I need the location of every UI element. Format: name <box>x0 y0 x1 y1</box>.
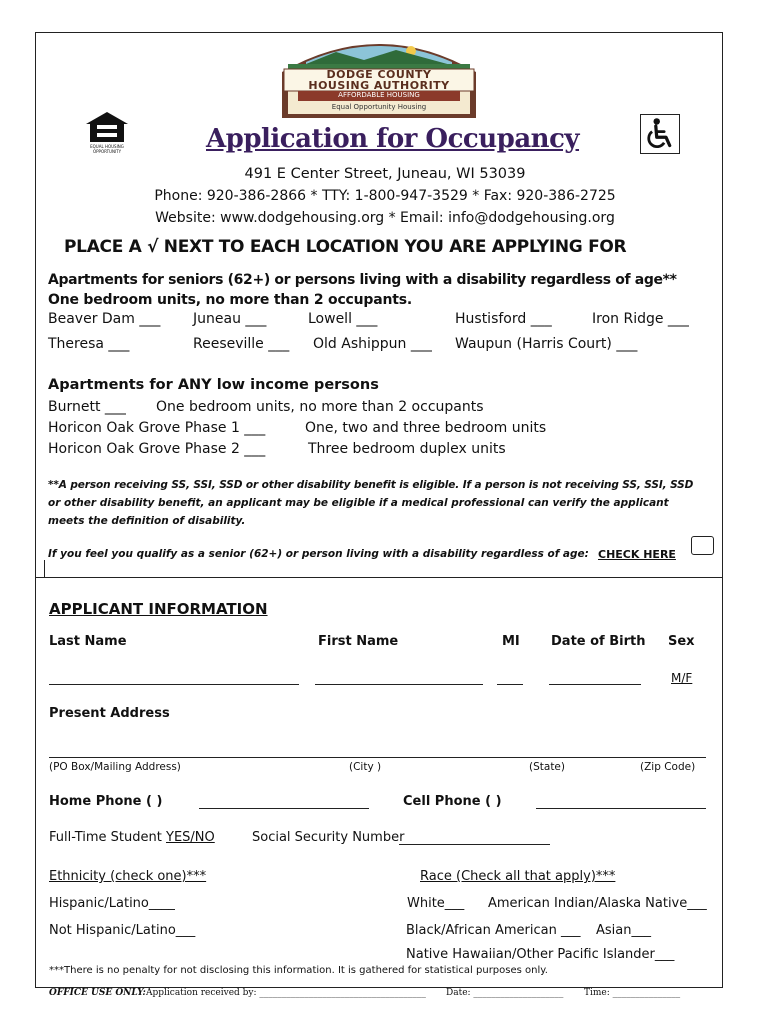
equal-housing-text: EQUAL HOUSING OPPORTUNITY <box>90 144 124 154</box>
received-by-field: Application received by: _____________________________________ <box>146 988 426 998</box>
first-name-label: First Name <box>318 634 399 649</box>
mi-field[interactable] <box>497 684 523 685</box>
american-indian-option[interactable]: American Indian/Alaska Native___ <box>488 896 707 911</box>
applicant-heading: APPLICANT INFORMATION <box>49 600 268 618</box>
divider-tick <box>44 560 45 577</box>
race-label: Race (Check all that apply)*** <box>420 869 616 884</box>
student-yes-no[interactable]: YES/NO <box>166 830 215 845</box>
last-name-field[interactable] <box>49 684 299 685</box>
ethnicity-label: Ethnicity (check one)*** <box>49 869 207 884</box>
black-option[interactable]: Black/African American ___ <box>406 923 581 938</box>
present-address-label: Present Address <box>49 706 170 721</box>
seniors-subheading: One bedroom units, no more than 2 occupants. <box>48 292 412 308</box>
date-field: Date: ____________________ <box>446 988 564 998</box>
section-divider <box>35 577 723 578</box>
home-phone-field[interactable] <box>199 808 369 809</box>
location-oak-grove-2[interactable]: Horicon Oak Grove Phase 2 ___ <box>48 441 266 457</box>
cell-phone-field[interactable] <box>536 808 706 809</box>
housing-authority-logo <box>276 34 482 118</box>
city-caption: (City ) <box>349 761 382 773</box>
check-here-label: CHECK HERE <box>598 548 676 561</box>
present-address-field[interactable] <box>49 757 706 758</box>
zip-caption: (Zip Code) <box>640 761 696 773</box>
location-reeseville[interactable]: Reeseville ___ <box>193 336 290 352</box>
cell-phone-label: Cell Phone ( ) <box>403 794 502 809</box>
state-caption: (State) <box>529 761 565 773</box>
burnett-description: One bedroom units, no more than 2 occupants <box>156 399 484 415</box>
logo-footer: Equal Opportunity Housing <box>331 103 427 111</box>
location-iron-ridge[interactable]: Iron Ridge ___ <box>592 311 689 327</box>
location-juneau[interactable]: Juneau ___ <box>193 311 267 327</box>
logo-line-1: DODGE COUNTY <box>326 68 432 81</box>
student-label: Full-Time Student <box>49 830 162 845</box>
equal-housing-icon <box>84 110 130 156</box>
ssn-label: Social Security Number <box>252 830 405 845</box>
location-hustisford[interactable]: Hustisford ___ <box>455 311 552 327</box>
qualify-checkbox[interactable] <box>691 536 714 555</box>
mi-label: MI <box>502 634 520 649</box>
page-title: Application for Occupancy <box>206 124 580 154</box>
native-hawaiian-option[interactable]: Native Hawaiian/Other Pacific Islander___ <box>406 947 675 962</box>
location-oak-grove-1[interactable]: Horicon Oak Grove Phase 1 ___ <box>48 420 266 436</box>
address-line: 491 E Center Street, Juneau, WI 53039 <box>244 166 526 182</box>
qualify-text: If you feel you qualify as a senior (62+) or person living with a disability regardless of age: <box>48 548 589 560</box>
logo-ribbon: AFFORDABLE HOUSING <box>338 91 420 99</box>
hispanic-option[interactable]: Hispanic/Latino____ <box>49 896 175 911</box>
instruction-heading: PLACE A √ NEXT TO EACH LOCATION YOU ARE APPLYING FOR <box>64 237 627 257</box>
wheelchair-icon <box>640 114 680 154</box>
oak-grove-2-description: Three bedroom duplex units <box>308 441 506 457</box>
not-hispanic-option[interactable]: Not Hispanic/Latino___ <box>49 923 196 938</box>
dob-field[interactable] <box>549 684 641 685</box>
race-footnote: ***There is no penalty for not disclosing this information. It is gathered for statistical purposes only. <box>49 965 548 976</box>
website-line: Website: www.dodgehousing.org * Email: info@dodgehousing.org <box>155 210 615 226</box>
first-name-field[interactable] <box>315 684 483 685</box>
phone-line: Phone: 920-386-2866 * TTY: 1-800-947-3529 * Fax: 920-386-2725 <box>154 188 616 204</box>
last-name-label: Last Name <box>49 634 127 649</box>
asian-option[interactable]: Asian___ <box>596 923 651 938</box>
sex-field[interactable]: M/F <box>671 671 693 685</box>
disability-note-2: or other disability benefit, an applicant may be eligible if a medical professional can verify the applicant <box>48 497 669 509</box>
location-beaver-dam[interactable]: Beaver Dam ___ <box>48 311 161 327</box>
seniors-heading: Apartments for seniors (62+) or persons living with a disability regardless of age** <box>48 272 677 288</box>
location-burnett[interactable]: Burnett ___ <box>48 399 126 415</box>
ssn-field[interactable] <box>399 844 550 845</box>
lowincome-heading: Apartments for ANY low income persons <box>48 377 379 393</box>
location-theresa[interactable]: Theresa ___ <box>48 336 130 352</box>
location-lowell[interactable]: Lowell ___ <box>308 311 378 327</box>
oak-grove-1-description: One, two and three bedroom units <box>305 420 547 436</box>
location-waupun[interactable]: Waupun (Harris Court) ___ <box>455 336 638 352</box>
dob-label: Date of Birth <box>551 634 646 649</box>
white-option[interactable]: White___ <box>407 896 465 911</box>
po-box-caption: (PO Box/Mailing Address) <box>49 761 181 773</box>
office-use-label: OFFICE USE ONLY: <box>49 988 146 998</box>
time-field: Time: _______________ <box>584 988 681 998</box>
disability-note-3: meets the definition of disability. <box>48 515 246 527</box>
sex-label: Sex <box>668 634 695 649</box>
disability-note-1: **A person receiving SS, SSI, SSD or other disability benefit is eligible. If a person is not receiving SS, SSI, SSD <box>48 479 694 491</box>
logo-line-2: HOUSING AUTHORITY <box>308 79 450 92</box>
home-phone-label: Home Phone ( ) <box>49 794 163 809</box>
location-old-ashippun[interactable]: Old Ashippun ___ <box>313 336 432 352</box>
